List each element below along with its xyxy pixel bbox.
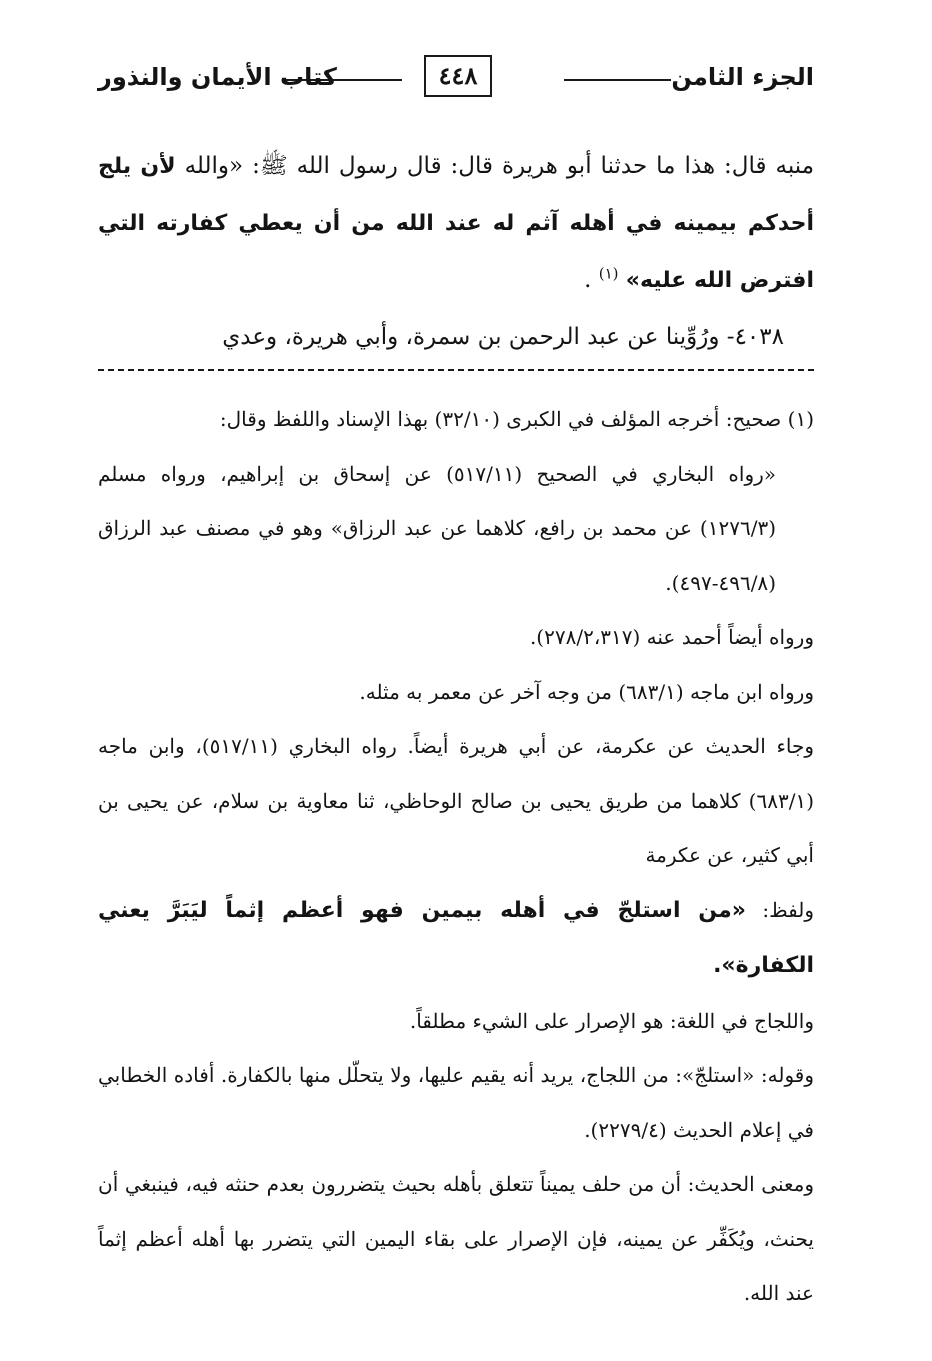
footnote-divider	[98, 369, 814, 371]
footnote-paragraph: ومعنى الحديث: أن من حلف يميناً تتعلق بأهله بحيث يتضررون بعدم حنثه فيه، فينبغي أن يحنث، ويُكَفِّر عن يمينه، فإن الإصرار على بقاء اليمين التي يتضرر بها أهله أعظم إثماً عند الله.	[98, 1172, 814, 1305]
footnote-paragraph	[98, 883, 814, 994]
footnote-1: (١) صحيح: أخرجه المؤلف في الكبرى (٣٢/١٠) بهذا الإسناد واللفظ وقال:	[219, 407, 814, 431]
page-header	[98, 55, 814, 97]
footnote-paragraph: وجاء الحديث عن عكرمة، عن أبي هريرة أيضاً. رواه البخاري (٥١٧/١١)، وابن ماجه (٦٨٣/١) كلاهما من طريق يحيى بن صالح الوحاظي، ثنا معاوية بن سلام، عن يحيى بن أبي كثير، عن عكرمة	[98, 734, 815, 867]
main-line-1: منبه قال: هذا ما حدثنا أبو هريرة قال: قال رسول الله ﷺ: «والله	[184, 153, 815, 179]
wording-prefix: ولفظ:	[745, 897, 815, 922]
footnote-paragraph: واللجاج في اللغة: هو الإصرار على الشيء مطلقاً.	[409, 1008, 814, 1033]
hadith-quote: لأن يلج أحدكم بيمينه في أهله آثم له عند الله من أن يعطي كفارته التي افترض الله عليه»	[98, 154, 814, 293]
footnotes	[98, 392, 814, 1321]
main-paragraph	[98, 138, 814, 309]
hadith-entry: ٤٠٣٨- ورُوِّينا عن عبد الرحمن بن سمرة، وأبي هريرة، وعدي	[222, 324, 784, 350]
footnote-paragraph: وقوله: «استلجّ»: من اللجاج، يريد أنه يقيم عليها، ولا يتحلّل منها بالكفارة. أفاده الخطابي في إعلام الحديث (٢٢٧٩/٤).	[98, 1063, 814, 1142]
footnote-paragraph: ورواه ابن ماجه (٦٨٣/١) من وجه آخر عن معمر به مثله.	[359, 679, 814, 704]
book-title: كتاب الأيمان والنذور	[98, 63, 337, 91]
header-rule-right	[564, 79, 671, 81]
main-text	[98, 138, 814, 366]
part-label: الجزء الثامن	[671, 63, 814, 91]
footnote-paragraph: «رواه البخاري في الصحيح (٥١٧/١١) عن إسحاق بن إبراهيم، ورواه مسلم (١٢٧٦/٣) عن محمد بن رافع، كلاهما عن عبد الرزاق» وهو في مصنف عبد الرزاق (٤٩٦/٨-٤٩٧).	[98, 461, 776, 595]
footnote-reference: (١)	[598, 264, 619, 283]
wording-quote: «من استلجّ في أهله بيمين فهو أعظم إثماً ليَبَرَّ يعني الكفارة».	[98, 897, 814, 978]
footnote-paragraph: ورواه أيضاً أحمد عنه (٢٧٨/٢،٣١٧).	[529, 625, 814, 649]
main-line-end: .	[584, 267, 592, 293]
page-number: ٤٤٨	[424, 55, 492, 97]
